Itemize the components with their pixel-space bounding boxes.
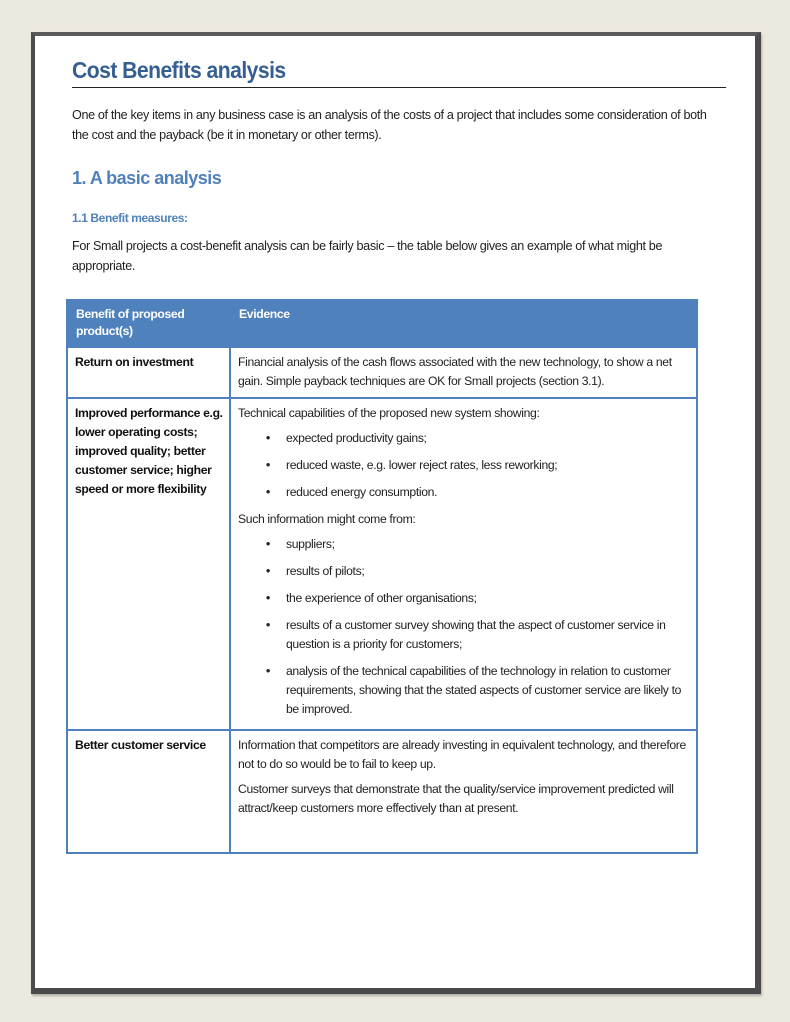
list-item-text: results of pilots; [286, 564, 365, 578]
bullet-icon: • [266, 431, 270, 445]
list-item [238, 589, 690, 608]
column-header-evidence: Evidence [230, 300, 697, 347]
list-item [238, 429, 690, 448]
list-item [238, 456, 690, 475]
column-header-benefit: Benefit of proposed product(s) [67, 300, 230, 347]
evidence-paragraph: Such information might come from: [238, 512, 416, 526]
bullet-icon: • [266, 564, 270, 578]
benefit-cell: Return on investment [67, 347, 230, 398]
benefit-cell: Better customer service [67, 730, 230, 853]
evidence-cell [230, 347, 697, 398]
list-item-text: reduced waste, e.g. lower reject rates, less reworking; [286, 458, 558, 472]
section-heading: 1. A basic analysis [72, 168, 222, 188]
list-item [238, 662, 690, 719]
subsection-paragraph: For Small projects a cost-benefit analysis can be fairly basic – the table below gives an example of what might be appropriate. [72, 239, 663, 273]
list-item-text: analysis of the technical capabilities of the technology in relation to customer requirements, showing that the stated aspects of customer service are likely to be improved. [286, 664, 682, 716]
bullet-icon: • [266, 485, 270, 499]
document-title: Cost Benefits analysis [72, 56, 726, 88]
evidence-paragraph: Information that competitors are already investing in equivalent technology, and therefore not to do so would be to fail to keep up. [238, 738, 686, 771]
bullet-icon: • [266, 591, 270, 605]
list-item [238, 562, 690, 581]
list-item [238, 483, 690, 502]
list-item-text: the experience of other organisations; [286, 591, 477, 605]
list-item [238, 535, 690, 554]
document-page [31, 32, 761, 994]
evidence-paragraph: Customer surveys that demonstrate that the quality/service improvement predicted will attract/keep customers more effectively than at present. [238, 782, 674, 815]
benefit-cell: Improved performance e.g. lower operating costs; improved quality; better customer service; higher speed or more flexibility [67, 398, 230, 730]
sources-list [238, 535, 690, 719]
table-row [67, 347, 697, 398]
evidence-cell [230, 730, 697, 853]
evidence-paragraph: Financial analysis of the cash flows associated with the new technology, to show a net gain. Simple payback techniques are OK for Small projects (section 3.1). [238, 355, 672, 388]
list-item-text: expected productivity gains; [286, 431, 427, 445]
capabilities-list [238, 429, 690, 502]
list-item [238, 616, 690, 654]
list-item-text: suppliers; [286, 537, 335, 551]
bullet-icon: • [266, 458, 270, 472]
benefit-evidence-table [66, 299, 698, 854]
table-header-row [67, 300, 697, 347]
bullet-icon: • [266, 618, 270, 632]
list-item-text: results of a customer survey showing that the aspect of customer service in question is a priority for customers; [286, 618, 666, 651]
bullet-icon: • [266, 664, 270, 678]
intro-paragraph: One of the key items in any business case is an analysis of the costs of a project that includes some consideration of both the cost and the payback (be it in monetary or other terms). [72, 108, 707, 142]
table-row [67, 730, 697, 853]
bullet-icon: • [266, 537, 270, 551]
evidence-paragraph: Technical capabilities of the proposed new system showing: [238, 406, 540, 420]
table-row [67, 398, 697, 730]
evidence-cell [230, 398, 697, 730]
subsection-heading: 1.1 Benefit measures: [72, 211, 188, 225]
list-item-text: reduced energy consumption. [286, 485, 438, 499]
